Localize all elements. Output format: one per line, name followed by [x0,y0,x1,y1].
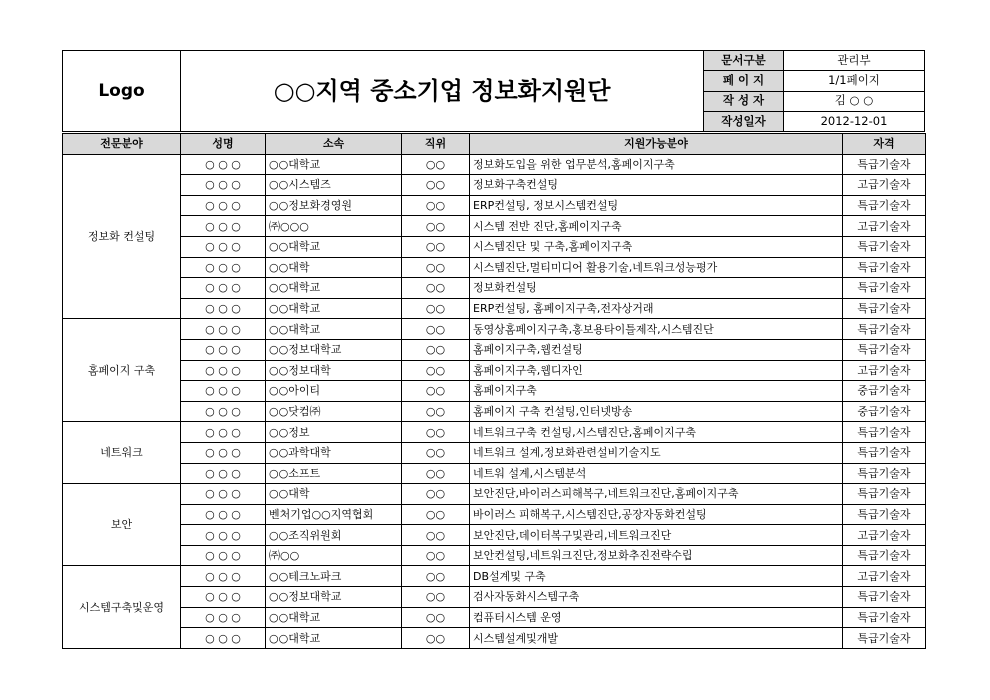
position-cell: ○○ [402,339,470,360]
table-row [63,360,926,381]
qualification-cell: 고급기술자 [843,175,926,196]
position-cell: ○○ [402,463,470,484]
column-header-org: 소속 [266,134,402,155]
position-cell: ○○ [402,442,470,463]
affiliation-cell: ○○대학교 [266,319,402,340]
table-row [63,381,926,402]
expert-name-cell: ○ ○ ○ [181,319,266,340]
column-header-field: 지원가능분야 [470,134,843,155]
affiliation-cell: ○○정보대학 [266,360,402,381]
meta-value-author: 김 ○ ○ [784,91,925,111]
qualification-cell: 특급기술자 [843,195,926,216]
table-row [63,401,926,422]
table-row [63,442,926,463]
position-cell: ○○ [402,381,470,402]
expert-name-cell: ○ ○ ○ [181,566,266,587]
position-cell: ○○ [402,607,470,628]
expert-name-cell: ○ ○ ○ [181,298,266,319]
qualification-cell: 특급기술자 [843,236,926,257]
support-field-cell: 컴퓨터시스템 운영 [470,607,843,628]
qualification-cell: 특급기술자 [843,607,926,628]
table-header-row [63,134,926,155]
table-row [63,257,926,278]
qualification-cell: 특급기술자 [843,545,926,566]
qualification-cell: 특급기술자 [843,257,926,278]
support-field-cell: 홈페이지구축,웹컨설팅 [470,339,843,360]
affiliation-cell: ○○정보 [266,422,402,443]
position-cell: ○○ [402,422,470,443]
logo-placeholder: Logo [63,51,181,132]
support-field-cell: 네트워크 설계,정보화관련설비기술지도 [470,442,843,463]
affiliation-cell: ○○닷컴㈜ [266,401,402,422]
specialty-area-cell: 시스템구축및운영 [63,566,181,648]
support-field-cell: 홈페이지구축,웹디자인 [470,360,843,381]
expert-name-cell: ○ ○ ○ [181,257,266,278]
table-row [63,587,926,608]
affiliation-cell: ○○대학교 [266,607,402,628]
affiliation-cell: ○○대학교 [266,278,402,299]
table-row [63,298,926,319]
support-field-cell: 동영상홈페이지구축,홍보용타이틀제작,시스템진단 [470,319,843,340]
qualification-cell: 중급기술자 [843,381,926,402]
qualification-cell: 특급기술자 [843,298,926,319]
affiliation-cell: ○○조직위원회 [266,525,402,546]
support-field-cell: ERP컨설팅, 홈페이지구축,전자상거래 [470,298,843,319]
qualification-cell: 특급기술자 [843,442,926,463]
expert-name-cell: ○ ○ ○ [181,175,266,196]
meta-value-doc-type: 관리부 [784,51,925,71]
support-field-cell: 네트워 설계,시스템분석 [470,463,843,484]
table-row [63,504,926,525]
affiliation-cell: ㈜○○○ [266,216,402,237]
position-cell: ○○ [402,236,470,257]
qualification-cell: 특급기술자 [843,319,926,340]
qualification-cell: 특급기술자 [843,463,926,484]
column-header-name: 성명 [181,134,266,155]
position-cell: ○○ [402,401,470,422]
expert-name-cell: ○ ○ ○ [181,195,266,216]
support-field-cell: DB설계및 구축 [470,566,843,587]
support-field-cell: 정보화컨설팅 [470,278,843,299]
qualification-cell: 특급기술자 [843,278,926,299]
table-row [63,422,926,443]
table-row [63,236,926,257]
qualification-cell: 특급기술자 [843,587,926,608]
meta-value-page: 1/1페이지 [784,71,925,91]
expert-name-cell: ○ ○ ○ [181,587,266,608]
support-field-cell: 시스템진단 및 구축,홈페이지구축 [470,236,843,257]
support-field-cell: 홈페이지구축 [470,381,843,402]
affiliation-cell: ○○대학 [266,257,402,278]
support-field-cell: 정보화구축컨설팅 [470,175,843,196]
meta-label-page: 페 이 지 [704,71,784,91]
qualification-cell: 특급기술자 [843,504,926,525]
support-field-cell: 바이러스 피해복구,시스템진단,공장자동화컨설팅 [470,504,843,525]
position-cell: ○○ [402,154,470,175]
affiliation-cell: ○○과학대학 [266,442,402,463]
document-header [62,50,925,132]
expert-name-cell: ○ ○ ○ [181,463,266,484]
table-row [63,525,926,546]
qualification-cell: 특급기술자 [843,154,926,175]
expert-name-cell: ○ ○ ○ [181,401,266,422]
qualification-cell: 고급기술자 [843,525,926,546]
expert-name-cell: ○ ○ ○ [181,154,266,175]
position-cell: ○○ [402,175,470,196]
meta-label-date: 작성일자 [704,111,784,131]
table-row [63,566,926,587]
specialty-area-cell: 홈페이지 구축 [63,319,181,422]
affiliation-cell: ○○대학교 [266,236,402,257]
table-row [63,175,926,196]
affiliation-cell: ○○대학 [266,484,402,505]
expert-name-cell: ○ ○ ○ [181,339,266,360]
expert-name-cell: ○ ○ ○ [181,607,266,628]
affiliation-cell: ○○시스템즈 [266,175,402,196]
affiliation-cell: ○○대학교 [266,298,402,319]
position-cell: ○○ [402,587,470,608]
qualification-cell: 고급기술자 [843,360,926,381]
position-cell: ○○ [402,504,470,525]
qualification-cell: 특급기술자 [843,628,926,649]
expert-name-cell: ○ ○ ○ [181,484,266,505]
qualification-cell: 고급기술자 [843,566,926,587]
qualification-cell: 특급기술자 [843,339,926,360]
expert-name-cell: ○ ○ ○ [181,442,266,463]
expert-name-cell: ○ ○ ○ [181,278,266,299]
table-row [63,339,926,360]
affiliation-cell: 벤처기업○○지역협회 [266,504,402,525]
affiliation-cell: ○○대학교 [266,628,402,649]
support-field-cell: 시스템설계및개발 [470,628,843,649]
table-row [63,545,926,566]
affiliation-cell: ㈜○○ [266,545,402,566]
support-field-cell: ERP컨설팅, 정보시스템컨설팅 [470,195,843,216]
experts-table [62,133,926,649]
position-cell: ○○ [402,628,470,649]
position-cell: ○○ [402,319,470,340]
table-row [63,216,926,237]
position-cell: ○○ [402,257,470,278]
qualification-cell: 중급기술자 [843,401,926,422]
support-field-cell: 시스템진단,멀티미디어 활용기술,네트워크성능평가 [470,257,843,278]
qualification-cell: 고급기술자 [843,216,926,237]
support-field-cell: 홈페이지 구축 컨설팅,인터넷방송 [470,401,843,422]
table-row [63,484,926,505]
column-header-cert: 자격 [843,134,926,155]
meta-label-author: 작 성 자 [704,91,784,111]
expert-name-cell: ○ ○ ○ [181,422,266,443]
column-header-area: 전문분야 [63,134,181,155]
support-field-cell: 시스템 전반 진단,홈페이지구축 [470,216,843,237]
support-field-cell: 보안진단,바이러스피해복구,네트워크진단,홈페이지구축 [470,484,843,505]
table-row [63,463,926,484]
expert-name-cell: ○ ○ ○ [181,236,266,257]
affiliation-cell: ○○아이티 [266,381,402,402]
expert-name-cell: ○ ○ ○ [181,504,266,525]
table-row [63,154,926,175]
expert-name-cell: ○ ○ ○ [181,216,266,237]
table-row [63,628,926,649]
affiliation-cell: ○○소프트 [266,463,402,484]
expert-name-cell: ○ ○ ○ [181,545,266,566]
support-field-cell: 정보화도입을 위한 업무분석,홈페이지구축 [470,154,843,175]
position-cell: ○○ [402,278,470,299]
specialty-area-cell: 보안 [63,484,181,566]
meta-label-doc-type: 문서구분 [704,51,784,71]
affiliation-cell: ○○테크노파크 [266,566,402,587]
affiliation-cell: ○○정보대학교 [266,339,402,360]
expert-name-cell: ○ ○ ○ [181,360,266,381]
position-cell: ○○ [402,545,470,566]
column-header-position: 직위 [402,134,470,155]
affiliation-cell: ○○정보대학교 [266,587,402,608]
table-row [63,195,926,216]
position-cell: ○○ [402,216,470,237]
qualification-cell: 특급기술자 [843,422,926,443]
support-field-cell: 검사자동화시스템구축 [470,587,843,608]
affiliation-cell: ○○정보화경영원 [266,195,402,216]
position-cell: ○○ [402,195,470,216]
table-row [63,278,926,299]
expert-name-cell: ○ ○ ○ [181,525,266,546]
table-row [63,607,926,628]
support-field-cell: 보안컨설팅,네트워크진단,정보화추진전략수립 [470,545,843,566]
meta-value-date: 2012-12-01 [784,111,925,131]
position-cell: ○○ [402,360,470,381]
specialty-area-cell: 네트워크 [63,422,181,484]
qualification-cell: 특급기술자 [843,484,926,505]
document-title: ○○지역 중소기업 정보화지원단 [181,51,704,132]
table-row [63,319,926,340]
position-cell: ○○ [402,566,470,587]
position-cell: ○○ [402,298,470,319]
position-cell: ○○ [402,525,470,546]
expert-name-cell: ○ ○ ○ [181,381,266,402]
affiliation-cell: ○○대학교 [266,154,402,175]
expert-name-cell: ○ ○ ○ [181,628,266,649]
support-field-cell: 보안진단,데이터복구및관리,네트워크진단 [470,525,843,546]
specialty-area-cell: 정보화 컨설팅 [63,154,181,319]
support-field-cell: 네트워크구축 컨설팅,시스템진단,홈페이지구축 [470,422,843,443]
position-cell: ○○ [402,484,470,505]
